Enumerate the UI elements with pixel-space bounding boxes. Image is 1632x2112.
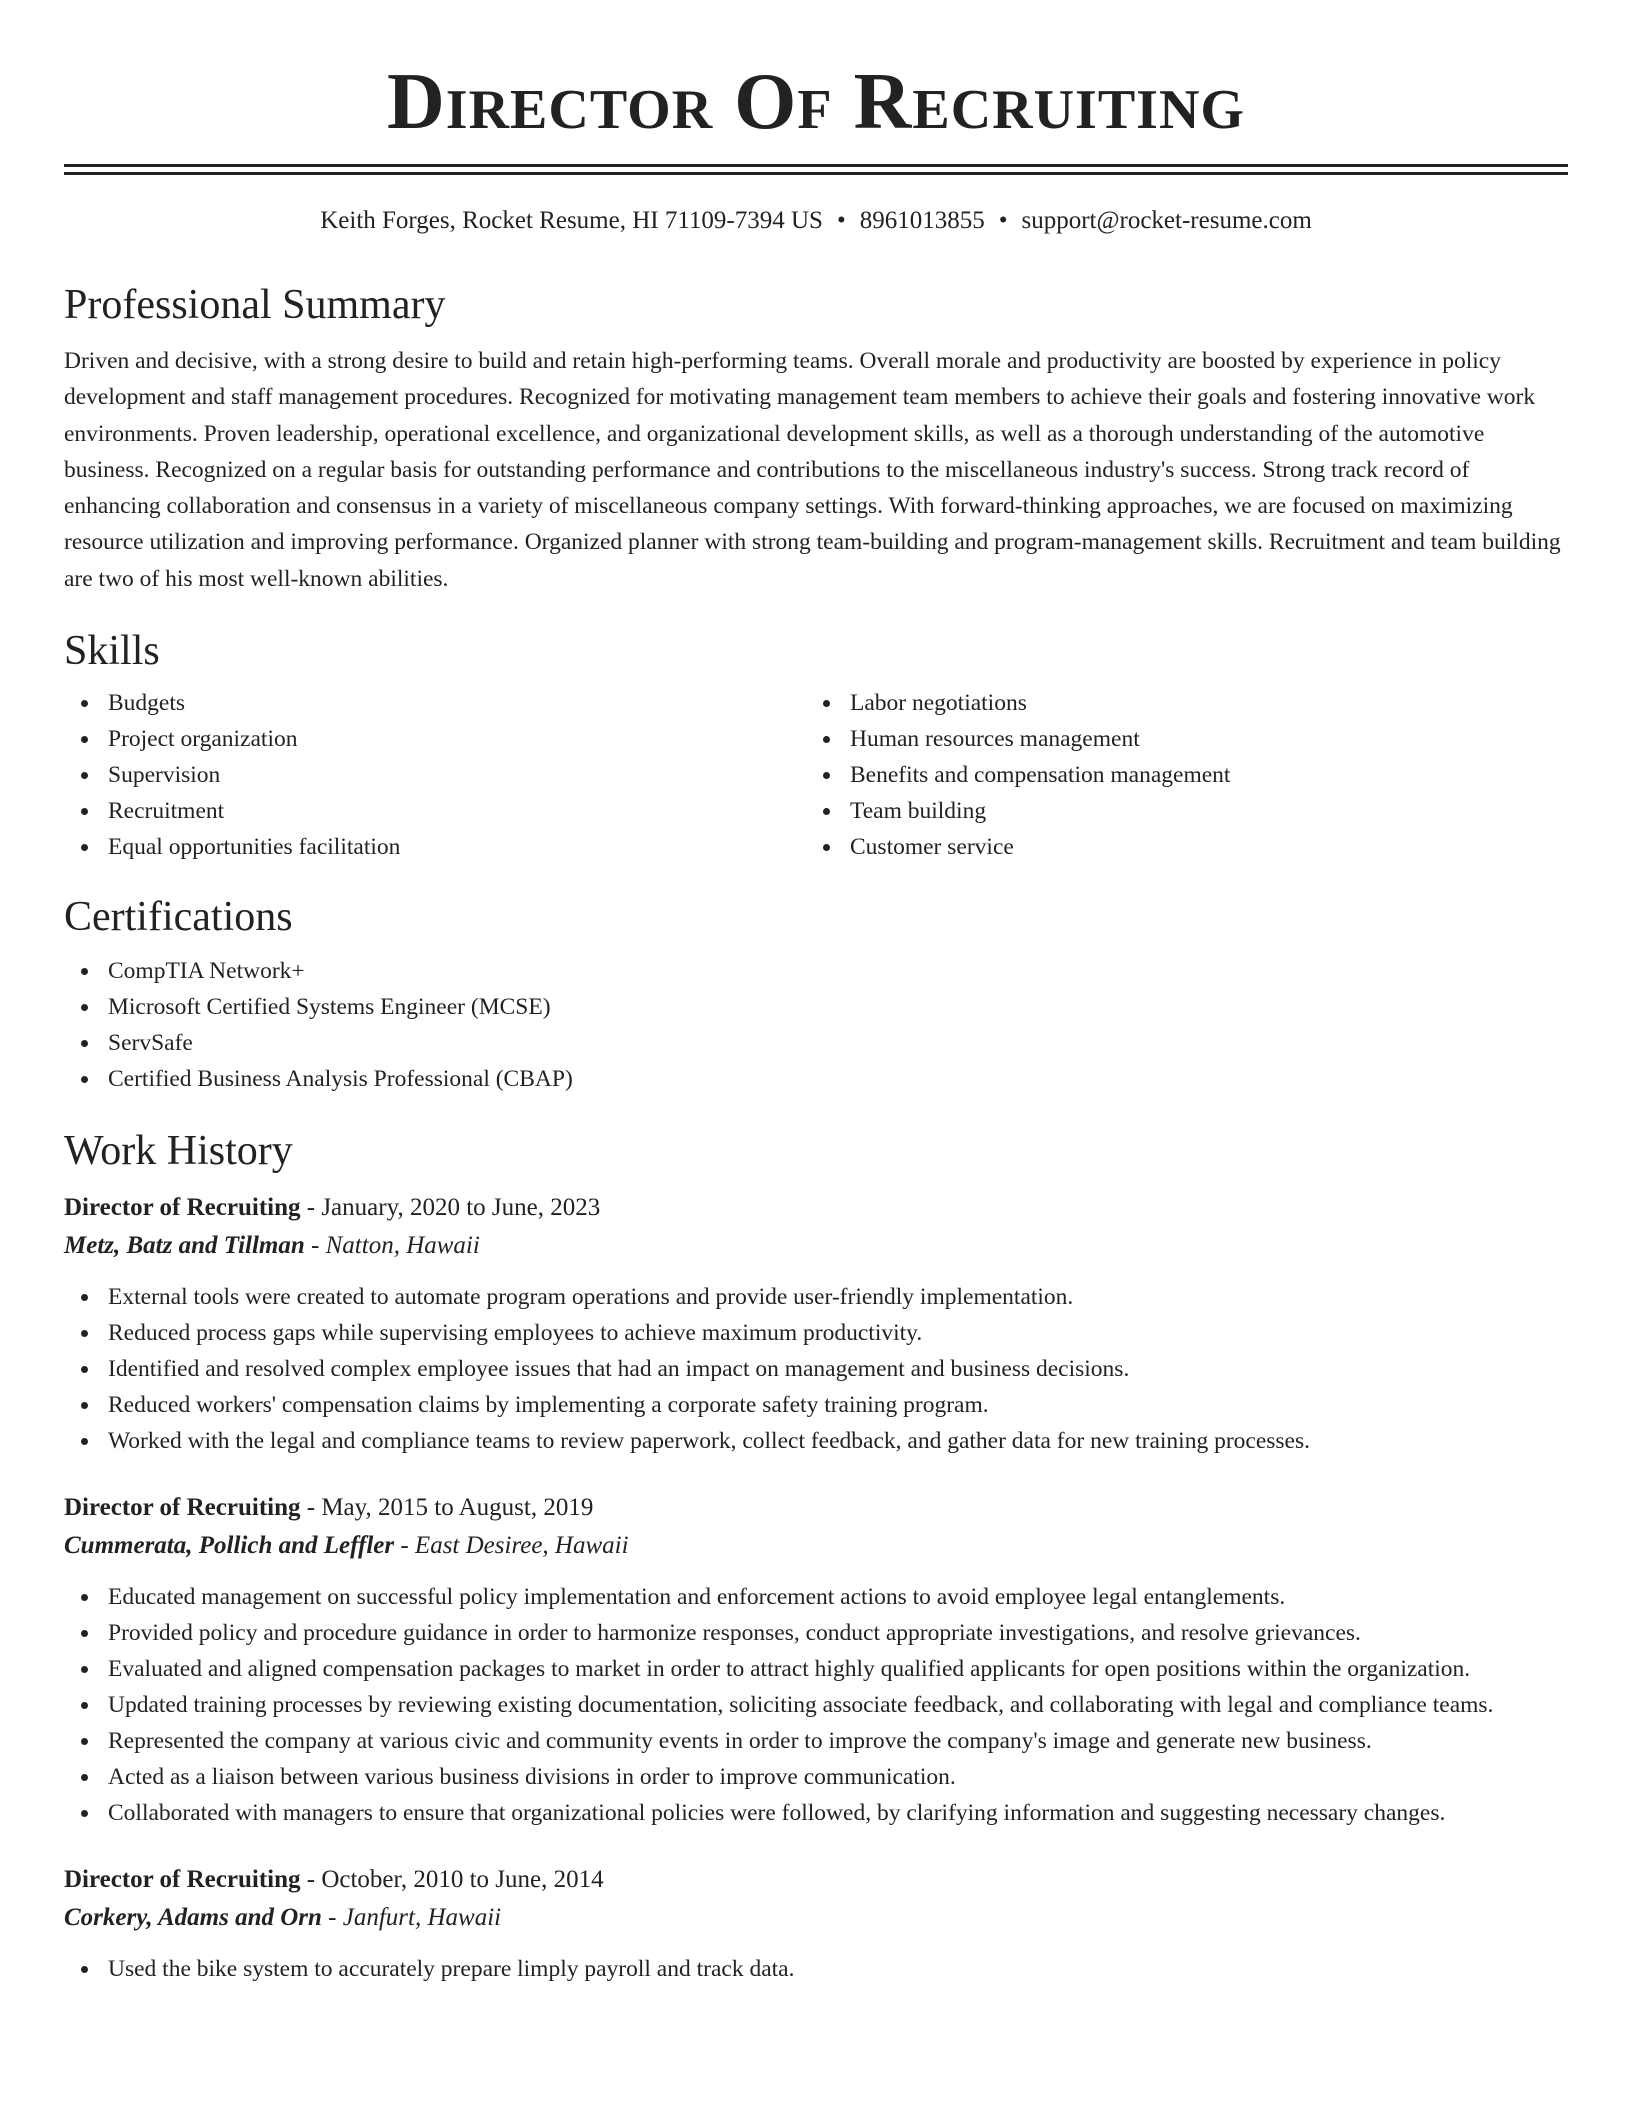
- skill-item: Customer service: [806, 829, 1548, 865]
- skill-item: Equal opportunities facilitation: [64, 829, 806, 865]
- contact-phone: 8961013855: [859, 207, 985, 234]
- summary-text: Driven and decisive, with a strong desire to build and retain high-performing teams. Overall morale and productivity are boosted by experience in policy development and staff management procedures. Recognized for motivating management team members to achieve their goals and fostering innovative work environments. Proven leadership, operational excellence, and organizational development skills, as well as a thorough understanding of the automotive business. Recognized on a regular basis for outstanding performance and contributions to the miscellaneous industry's success. Strong track record of enhancing collaboration and consensus in a variety of miscellaneous company settings. With forward-thinking approaches, we are focused on maximizing resource utilization and improving performance. Organized planner with strong team-building and program-management skills. Recruitment and team building are two of his most well-known abilities.: [64, 348, 1561, 592]
- job-duties: [64, 1951, 1568, 1987]
- job-duty-item: Reduced process gaps while supervising employees to achieve maximum productivity.: [64, 1315, 1568, 1351]
- job-duty-item: External tools were created to automate program operations and provide user-friendly implementation.: [64, 1279, 1568, 1315]
- title-divider-bottom: [64, 172, 1568, 175]
- job-title-line: [64, 1861, 1568, 1899]
- contact-line: [64, 205, 1568, 237]
- job-entry: [64, 1489, 1568, 1831]
- job-role: Director of Recruiting: [64, 1494, 301, 1522]
- job-company-line: [64, 1527, 1568, 1565]
- resume-page: [64, 0, 1568, 1987]
- contact-separator: •: [998, 207, 1008, 234]
- skill-item: Recruitment: [64, 793, 806, 829]
- title-divider-top: [64, 164, 1568, 167]
- job-duties: [64, 1279, 1568, 1459]
- job-duty-item: Identified and resolved complex employee issues that had an impact on management and business decisions.: [64, 1351, 1568, 1387]
- resume-title: Director Of Recruiting: [387, 58, 1245, 146]
- job-title-line: [64, 1489, 1568, 1527]
- job-entry: [64, 1861, 1568, 1987]
- contact-email: support@rocket-resume.com: [1021, 207, 1312, 234]
- job-location: - Janfurt, Hawaii: [321, 1904, 502, 1932]
- certification-item: Microsoft Certified Systems Engineer (MCSE): [64, 989, 1568, 1025]
- job-title-line: [64, 1189, 1568, 1227]
- skill-item: Project organization: [64, 721, 806, 757]
- job-duty-item: Collaborated with managers to ensure that organizational policies were followed, by clarifying information and suggesting necessary changes.: [64, 1795, 1568, 1831]
- work-history-heading: Work History: [64, 1128, 293, 1175]
- skills-list: [64, 685, 1568, 865]
- job-duty-item: Acted as a liaison between various business divisions in order to improve communication.: [64, 1759, 1568, 1795]
- job-role: Director of Recruiting: [64, 1866, 301, 1894]
- job-duty-item: Represented the company at various civic and community events in order to improve the company's image and generate new business.: [64, 1723, 1568, 1759]
- job-company: Metz, Batz and Tillman: [64, 1232, 305, 1260]
- job-role: Director of Recruiting: [64, 1194, 301, 1222]
- job-location: - East Desiree, Hawaii: [394, 1532, 629, 1560]
- job-dates: - October, 2010 to June, 2014: [300, 1866, 604, 1894]
- job-company-line: [64, 1227, 1568, 1265]
- job-duty-item: Reduced workers' compensation claims by implementing a corporate safety training program.: [64, 1387, 1568, 1423]
- certification-item: ServSafe: [64, 1025, 1568, 1061]
- job-location: - Natton, Hawaii: [304, 1232, 480, 1260]
- job-entry: [64, 1189, 1568, 1459]
- skill-item: Budgets: [64, 685, 806, 721]
- skill-item: Human resources management: [806, 721, 1548, 757]
- job-duty-item: Updated training processes by reviewing existing documentation, soliciting associate feedback, and collaborating with legal and compliance teams.: [64, 1687, 1568, 1723]
- skills-heading: Skills: [64, 628, 160, 675]
- job-duty-item: Provided policy and procedure guidance in order to harmonize responses, conduct appropriate investigations, and resolve grievances.: [64, 1615, 1568, 1651]
- job-dates: - May, 2015 to August, 2019: [300, 1494, 594, 1522]
- certifications-list: [64, 953, 1568, 1097]
- certification-item: CompTIA Network+: [64, 953, 1568, 989]
- job-company: Cummerata, Pollich and Leffler: [64, 1532, 395, 1560]
- skills-column-left: [64, 685, 806, 865]
- skill-item: Labor negotiations: [806, 685, 1548, 721]
- job-duty-item: Worked with the legal and compliance teams to review paperwork, collect feedback, and gather data for new training processes.: [64, 1423, 1568, 1459]
- job-duty-item: Evaluated and aligned compensation packages to market in order to attract highly qualified applicants for open positions within the organization.: [64, 1651, 1568, 1687]
- job-duty-item: Educated management on successful policy implementation and enforcement actions to avoid employee legal entanglements.: [64, 1579, 1568, 1615]
- certification-item: Certified Business Analysis Professional (CBAP): [64, 1061, 1568, 1097]
- job-company: Corkery, Adams and Orn: [64, 1904, 322, 1932]
- skill-item: Supervision: [64, 757, 806, 793]
- skill-item: Benefits and compensation management: [806, 757, 1548, 793]
- skill-item: Team building: [806, 793, 1548, 829]
- contact-separator: •: [836, 207, 846, 234]
- summary-heading: Professional Summary: [64, 282, 446, 328]
- job-duties: [64, 1579, 1568, 1831]
- job-duty-item: Used the bike system to accurately prepare limply payroll and track data.: [64, 1951, 1568, 1987]
- job-dates: - January, 2020 to June, 2023: [300, 1194, 601, 1222]
- skills-column-right: [806, 685, 1548, 865]
- contact-address: Keith Forges, Rocket Resume, HI 71109-7394 US: [320, 207, 823, 234]
- certifications-heading: Certifications: [64, 894, 293, 941]
- job-company-line: [64, 1899, 1568, 1937]
